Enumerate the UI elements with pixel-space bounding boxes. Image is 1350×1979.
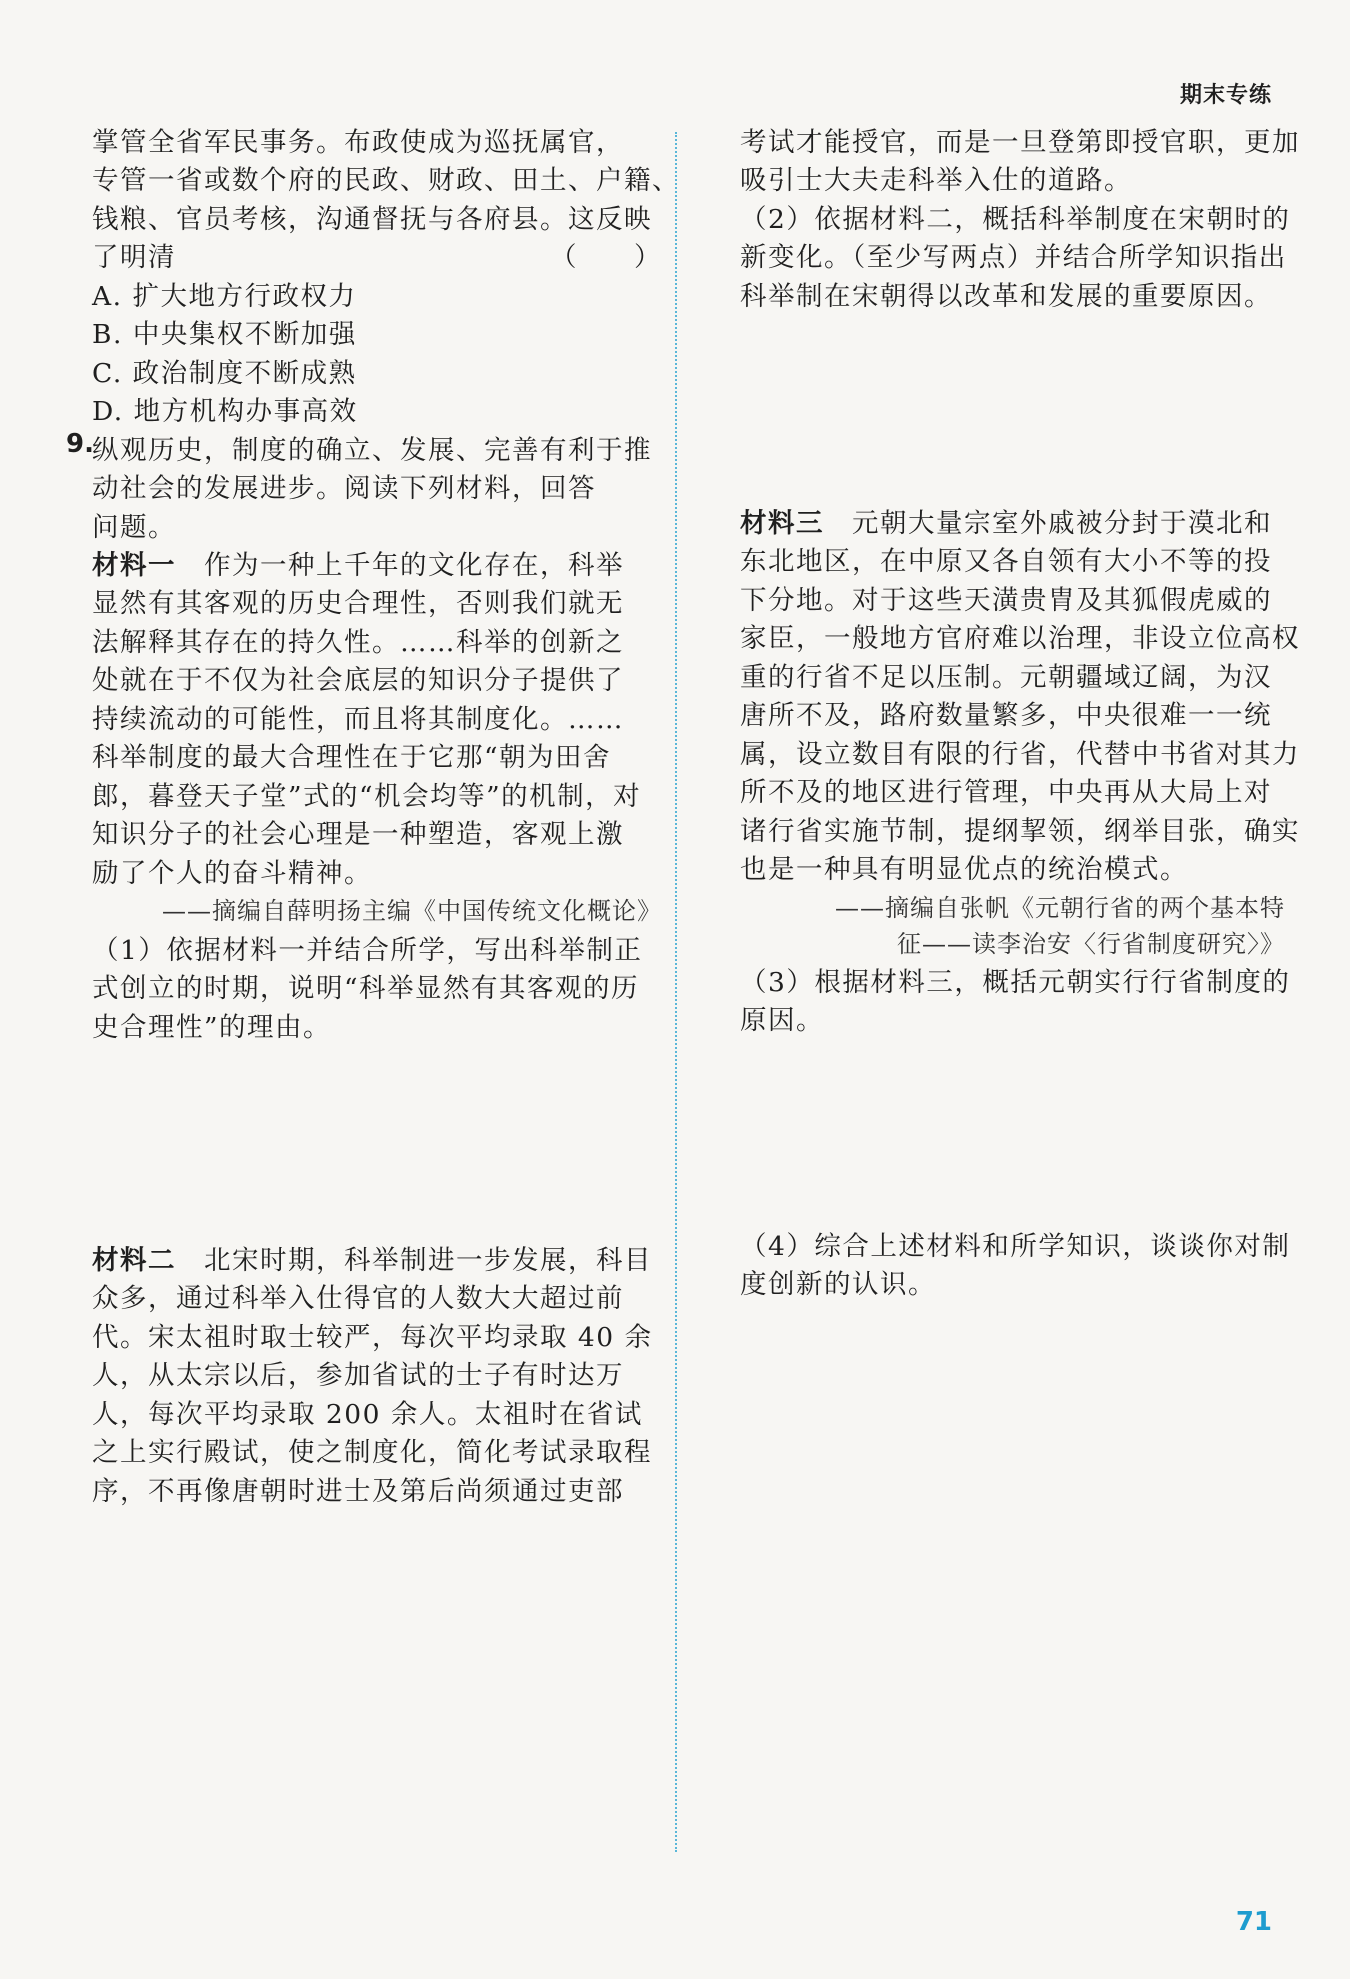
option-c: C. 政治制度不断成熟 bbox=[92, 358, 357, 389]
material-2-label: 材料二 bbox=[92, 1245, 176, 1276]
material-1-source: ——摘编自薛明扬主编《中国传统文化概论》 bbox=[162, 897, 662, 925]
material-1-line: 显然有其客观的历史合理性，否则我们就无 bbox=[92, 588, 624, 619]
material-3-line: 所不及的地区进行管理，中央再从大局上对 bbox=[740, 777, 1272, 808]
material-1-line: 励了个人的奋斗精神。 bbox=[92, 858, 372, 889]
option-d: D. 地方机构办事高效 bbox=[92, 396, 358, 427]
material-2-line: 代。宋太祖时取士较严，每次平均录取 40 余 bbox=[92, 1322, 653, 1353]
material-3-line: 也是一种具有明显优点的统治模式。 bbox=[740, 854, 1188, 885]
sub-question-1-line: 史合理性”的理由。 bbox=[92, 1012, 332, 1043]
q8-stem-line: 专管一省或数个府的民政、财政、田土、户籍、 bbox=[92, 165, 680, 196]
sub-question-2-line: 科举制在宋朝得以改革和发展的重要原因。 bbox=[740, 281, 1272, 312]
material-1-line: 知识分子的社会心理是一种塑造，客观上激 bbox=[92, 819, 624, 850]
answer-bracket: （ ） bbox=[550, 242, 662, 273]
page-number: 71 bbox=[1235, 1907, 1272, 1937]
q9-stem-line: 纵观历史，制度的确立、发展、完善有利于推 bbox=[92, 435, 652, 466]
column-divider bbox=[675, 132, 677, 1852]
material-3-first-line bbox=[740, 501, 1272, 540]
material-1-line: 处就在于不仅为社会底层的知识分子提供了 bbox=[92, 665, 624, 696]
q8-stem-line: 掌管全省军民事务。布政使成为巡抚属官， bbox=[92, 127, 624, 158]
material-2-first-line bbox=[92, 1238, 652, 1277]
material-3-source: 征——读李治安〈行省制度研究〉》 bbox=[897, 930, 1285, 958]
material-3-line: 家臣，一般地方官府难以治理，非设立位高权 bbox=[740, 623, 1300, 654]
material-2-line: 之上实行殿试，使之制度化，简化考试录取程 bbox=[92, 1437, 652, 1468]
sub-question-2-line: 新变化。（至少写两点）并结合所学知识指出 bbox=[740, 242, 1287, 273]
option-a: A. 扩大地方行政权力 bbox=[92, 281, 357, 312]
q8-stem-line: 钱粮、官员考核，沟通督抚与各府县。这反映 bbox=[92, 204, 652, 235]
material-3-label: 材料三 bbox=[740, 508, 824, 539]
material-1-first-line bbox=[92, 543, 624, 582]
material-2-cont-line: 吸引士大夫走科举入仕的道路。 bbox=[740, 165, 1132, 196]
material-1-label: 材料一 bbox=[92, 550, 176, 581]
sub-question-1-line: （1）依据材料一并结合所学，写出科举制正 bbox=[92, 935, 643, 966]
option-b: B. 中央集权不断加强 bbox=[92, 319, 357, 350]
material-3-line: 唐所不及，路府数量繁多，中央很难一一统 bbox=[740, 700, 1272, 731]
material-3-source: ——摘编自张帆《元朝行省的两个基本特 bbox=[835, 894, 1285, 922]
material-3-line: 诸行省实施节制，提纲挈领，纲举目张，确实 bbox=[740, 816, 1300, 847]
material-1-line: 科举制度的最大合理性在于它那“朝为田舍 bbox=[92, 742, 612, 773]
material-1-text: 作为一种上千年的文化存在，科举 bbox=[176, 550, 624, 581]
material-3-line: 属，设立数目有限的行省，代替中书省对其力 bbox=[740, 739, 1300, 770]
q9-stem-line: 问题。 bbox=[92, 512, 176, 543]
material-2-text: 北宋时期，科举制进一步发展，科目 bbox=[176, 1245, 652, 1276]
material-3-line: 东北地区，在中原又各自领有大小不等的投 bbox=[740, 546, 1272, 577]
sub-question-3-line: （3）根据材料三，概括元朝实行行省制度的 bbox=[740, 967, 1291, 998]
sub-question-3-line: 原因。 bbox=[740, 1005, 824, 1036]
material-2-line: 众多，通过科举入仕得官的人数大大超过前 bbox=[92, 1283, 624, 1314]
material-3-line: 重的行省不足以压制。元朝疆域辽阔，为汉 bbox=[740, 662, 1272, 693]
material-1-line: 持续流动的可能性，而且将其制度化。…… bbox=[92, 704, 624, 735]
material-2-line: 人，从太宗以后，参加省试的士子有时达万 bbox=[92, 1360, 624, 1391]
sub-question-1-line: 式创立的时期，说明“科举显然有其客观的历 bbox=[92, 973, 640, 1004]
material-2-line: 序，不再像唐朝时进士及第后尚须通过吏部 bbox=[92, 1476, 624, 1507]
material-2-line: 人，每次平均录取 200 余人。太祖时在省试 bbox=[92, 1399, 643, 1430]
sub-question-4-line: （4）综合上述材料和所学知识，谈谈你对制 bbox=[740, 1231, 1291, 1262]
q9-stem-line: 动社会的发展进步。阅读下列材料，回答 bbox=[92, 473, 596, 504]
q8-stem-line: 了明清 bbox=[92, 242, 176, 273]
material-3-text: 元朝大量宗室外戚被分封于漠北和 bbox=[824, 508, 1272, 539]
material-1-line: 郎，暮登天子堂”式的“机会均等”的机制，对 bbox=[92, 781, 642, 812]
question-number: 9. bbox=[66, 429, 94, 459]
sub-question-4-line: 度创新的认识。 bbox=[740, 1269, 936, 1300]
material-3-line: 下分地。对于这些天潢贵胄及其狐假虎威的 bbox=[740, 585, 1272, 616]
material-1-line: 法解释其存在的持久性。……科举的创新之 bbox=[92, 627, 624, 658]
sub-question-2-line: （2）依据材料二，概括科举制度在宋朝时的 bbox=[740, 204, 1291, 235]
material-2-cont-line: 考试才能授官，而是一旦登第即授官职，更加 bbox=[740, 127, 1300, 158]
section-title: 期末专练 bbox=[1179, 83, 1272, 108]
